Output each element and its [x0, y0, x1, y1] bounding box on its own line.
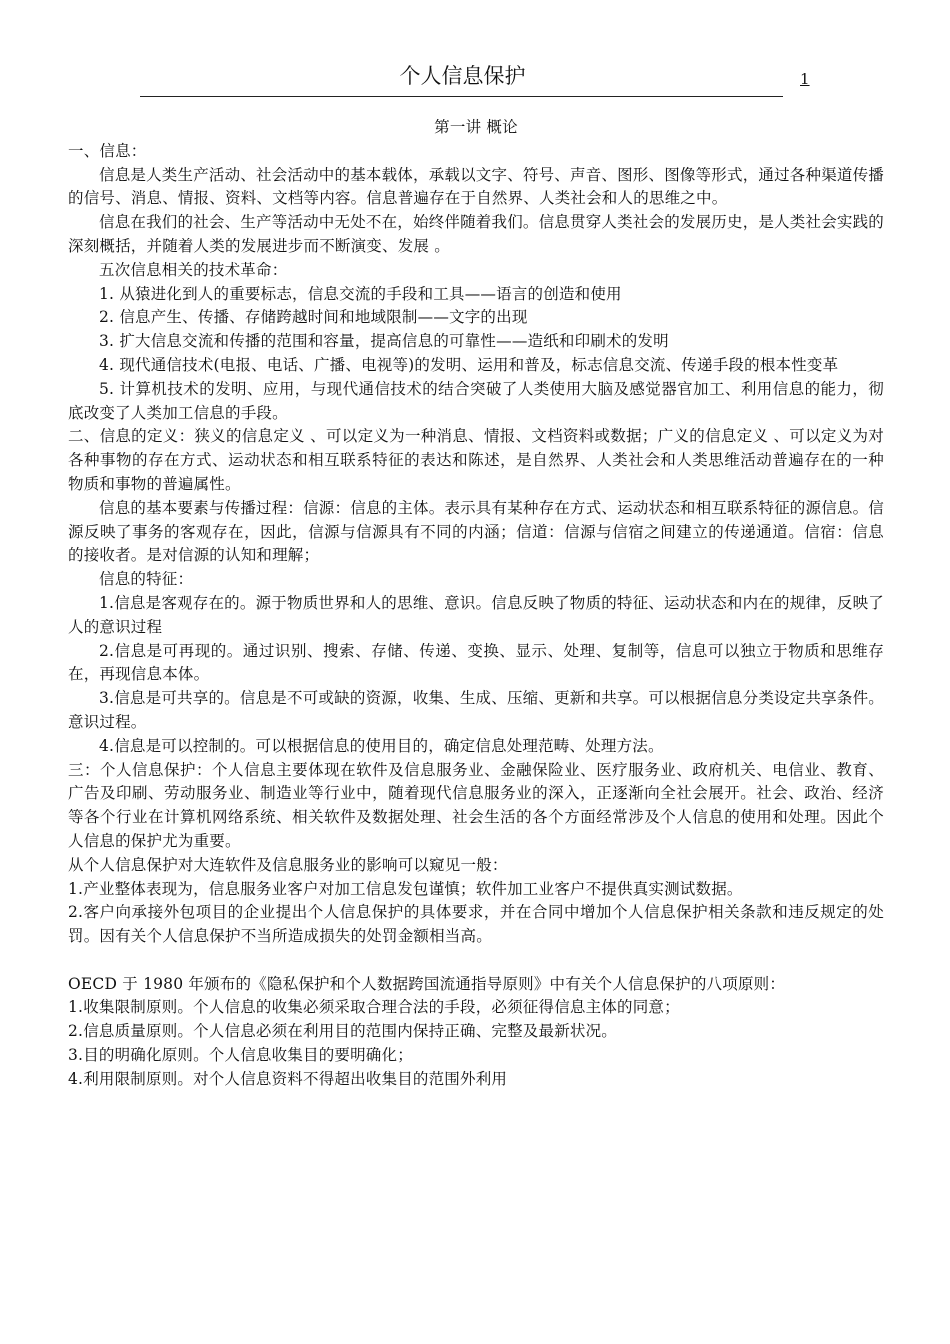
- paragraph: 4. 现代通信技术(电报、电话、广播、电视等)的发明、运用和普及，标志信息交流、传递手段的根本性变革: [99, 355, 839, 374]
- paragraph: 信息的基本要素与传播过程：信源：信息的主体。表示具有某种存在方式、运动状态和相互联系特征的源信息。信源反映了事务的客观存在，因此，信源与信源具有不同的内涵；信道：信源与信宿之间建立的传递通道。信宿：信息的接收者。是对信源的认知和理解；: [68, 498, 885, 565]
- paragraph: 2.信息是可再现的。通过识别、搜索、存储、传递、变换、显示、处理、复制等，信息可以独立于物质和思维存在，再现信息本体。: [68, 641, 884, 684]
- paragraph: 4.信息是可以控制的。可以根据信息的使用目的，确定信息处理范畴、处理方法。: [99, 736, 664, 755]
- paragraph: 信息在我们的社会、生产等活动中无处不在，始终伴随着我们。信息贯穿人类社会的发展历史，是人类社会实践的深刻概括，并随着人类的发展进步而不断演变、发展 。: [68, 213, 885, 255]
- paragraph: 3. 扩大信息交流和传播的范围和容量，提高信息的可靠性——造纸和印刷术的发明: [99, 332, 669, 351]
- paragraph: 信息是人类生产活动、社会活动中的基本载体，承载以文字、符号、声音、图形、图像等形式，通过各种渠道传播的信号、消息、情报、资料、文档等内容。信息普遍存在于自然界、人类社会和人的思维之中。: [68, 165, 885, 208]
- paragraph: 1.收集限制原则。个人信息的收集必须采取合理合法的手段，必须征得信息主体的同意；: [68, 998, 680, 1017]
- paragraph: 2.信息质量原则。个人信息必须在利用目的范围内保持正确、完整及最新状况。: [68, 1022, 617, 1041]
- paragraph: 1. 从猿进化到人的重要标志，信息交流的手段和工具——语言的创造和使用: [99, 284, 622, 303]
- paragraph: 信息的特征：: [99, 570, 194, 589]
- paragraph: 5. 计算机技术的发明、应用，与现代通信技术的结合突破了人类使用大脑及感觉器官加工、利用信息的能力，彻底改变了人类加工信息的手段。: [68, 379, 884, 422]
- paragraph: 二、信息的定义：狭义的信息定义 、可以定义为一种消息、情报、文档资料或数据；广义的信息定义 、可以定义为对各种事物的存在方式、运动状态和相互联系特征的表达和陈述，是自然界、人类社会和人类思维活动普遍存在的一种物质和事物的普遍属性。: [68, 427, 884, 493]
- paragraph: 2. 信息产生、传播、存储跨越时间和地域限制——文字的出现: [99, 308, 528, 327]
- header-rule: [140, 96, 783, 97]
- paragraph: 3.信息是可共享的。信息是不可或缺的资源，收集、生成、压缩、更新和共享。可以根据信息分类设定共享条件。意识过程。: [68, 689, 884, 731]
- section-heading: 第一讲 概论: [434, 118, 518, 136]
- paragraph: 从个人信息保护对大连软件及信息服务业的影响可以窥见一般：: [68, 855, 508, 874]
- paragraph: 三：个人信息保护：个人信息主要体现在软件及信息服务业、金融保险业、医疗服务业、政府机关、电信业、教育、广告及印刷、劳动服务业、制造业等行业中，随着现代信息服务业的深入，正逐渐向全社会展开。社会、政治、经济等各个行业在计算机网络系统、相关软件及数据处理、社会生活的各个方面经常涉及个人信息的使用和处理。因此个人信息的保护尤为重要。: [68, 760, 884, 850]
- paragraph: 一、信息：: [68, 141, 147, 160]
- paragraph: OECD 于 1980 年颁布的《隐私保护和个人数据跨国流通指导原则》中有关个人信息保护的八项原则：: [68, 974, 786, 993]
- paragraph: 4.利用限制原则。对个人信息资料不得超出收集目的范围外利用: [68, 1069, 508, 1088]
- paragraph: 五次信息相关的技术革命：: [99, 260, 288, 279]
- page-number: 1: [800, 70, 810, 88]
- header-title: 个人信息保护: [399, 64, 526, 88]
- paragraph: 1.信息是客观存在的。源于物质世界和人的思维、意识。信息反映了物质的特征、运动状态和内在的规律，反映了人的意识过程: [68, 593, 884, 636]
- paragraph: 2.客户向承接外包项目的企业提出个人信息保护的具体要求，并在合同中增加个人信息保护相关条款和违反规定的处罚。因有关个人信息保护不当所造成损失的处罚金额相当高。: [68, 903, 884, 946]
- blank-line: [68, 949, 884, 973]
- document-body: [68, 116, 884, 1092]
- paragraph: 1.产业整体表现为，信息服务业客户对加工信息发包谨慎；软件加工业客户不提供真实测试数据。: [68, 879, 743, 898]
- paragraph: 3.目的明确化原则。个人信息收集目的要明确化；: [68, 1046, 413, 1065]
